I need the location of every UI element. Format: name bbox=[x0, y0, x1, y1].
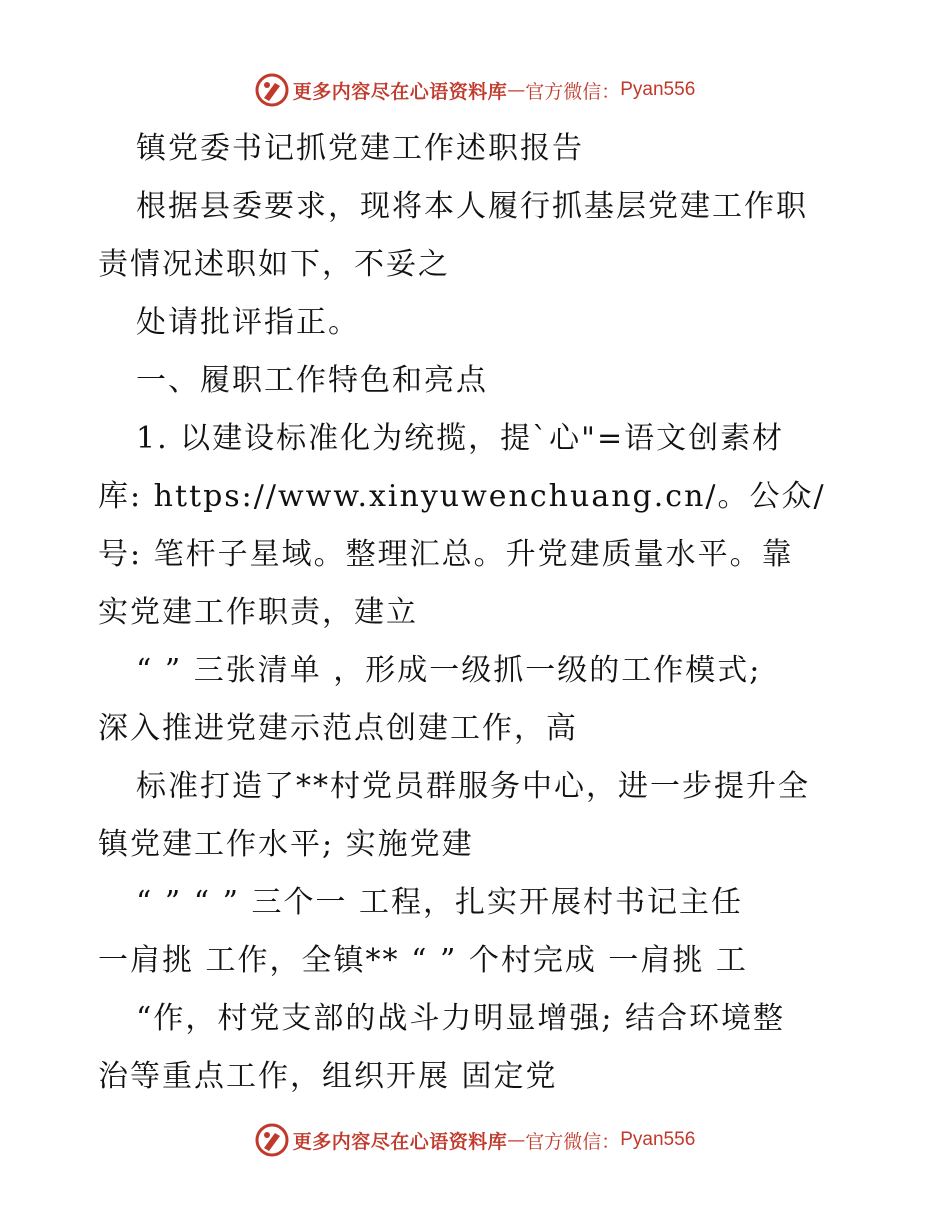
paragraph-line: 根据县委要求，现将本人履行抓基层党建工作职 bbox=[136, 189, 808, 224]
footer-banner bbox=[0, 1120, 950, 1160]
paragraph-line: “ ” 三张清单 ，形成一级抓一级的工作模式; bbox=[136, 653, 762, 688]
banner-official-text: 官方微信： bbox=[525, 80, 621, 103]
paragraph-line: 深入推进党建示范点创建工作，高 bbox=[98, 711, 578, 746]
paragraph-line: 一肩挑 工作，全镇** “ ” 个村完成 一肩挑 工 bbox=[98, 943, 748, 978]
paragraph-line: 实党建工作职责，建立 bbox=[98, 595, 418, 630]
paragraph-line: “作，村党支部的战斗力明显增强; 结合环境整 bbox=[136, 1001, 785, 1036]
paragraph-line: “ ” “ ” 三个一 工程，扎实开展村书记主任 bbox=[136, 885, 744, 920]
pen-nib-logo-icon bbox=[255, 1123, 289, 1157]
paragraph-line: 治等重点工作，组织开展 固定党 bbox=[98, 1059, 558, 1094]
banner-main-text: 更多内容尽在心语资料库 bbox=[292, 1130, 508, 1153]
document-body bbox=[98, 120, 858, 1106]
banner-wechat-id: Pyan556 bbox=[620, 1129, 696, 1150]
banner-official-text: 官方微信： bbox=[525, 1130, 621, 1153]
banner-dash: — bbox=[507, 79, 526, 101]
paragraph-line: 处请批评指正。 bbox=[136, 305, 360, 340]
pen-nib-logo-icon bbox=[255, 73, 289, 107]
banner-wechat-id: Pyan556 bbox=[620, 79, 696, 100]
paragraph-line: 责情况述职如下，不妥之 bbox=[98, 247, 450, 282]
document-title: 镇党委书记抓党建工作述职报告 bbox=[136, 131, 584, 166]
paragraph-line: 镇党建工作水平; 实施党建 bbox=[98, 827, 474, 862]
paragraph-line: 1. 以建设标准化为统揽，提`心"=语文创素材 bbox=[136, 421, 785, 456]
header-banner bbox=[0, 70, 950, 110]
banner-main-text: 更多内容尽在心语资料库 bbox=[292, 80, 508, 103]
paragraph-line: 标准打造了**村党员群服务中心，进一步提升全 bbox=[136, 769, 810, 804]
section-heading: 一、履职工作特色和亮点 bbox=[136, 363, 488, 398]
banner-dash: — bbox=[507, 1129, 526, 1151]
paragraph-line: 号: 笔杆子星域。整理汇总。升党建质量水平。靠 bbox=[98, 537, 794, 572]
paragraph-line: 库: https://www.xinyuwenchuang.cn/。公众/ bbox=[98, 479, 826, 514]
